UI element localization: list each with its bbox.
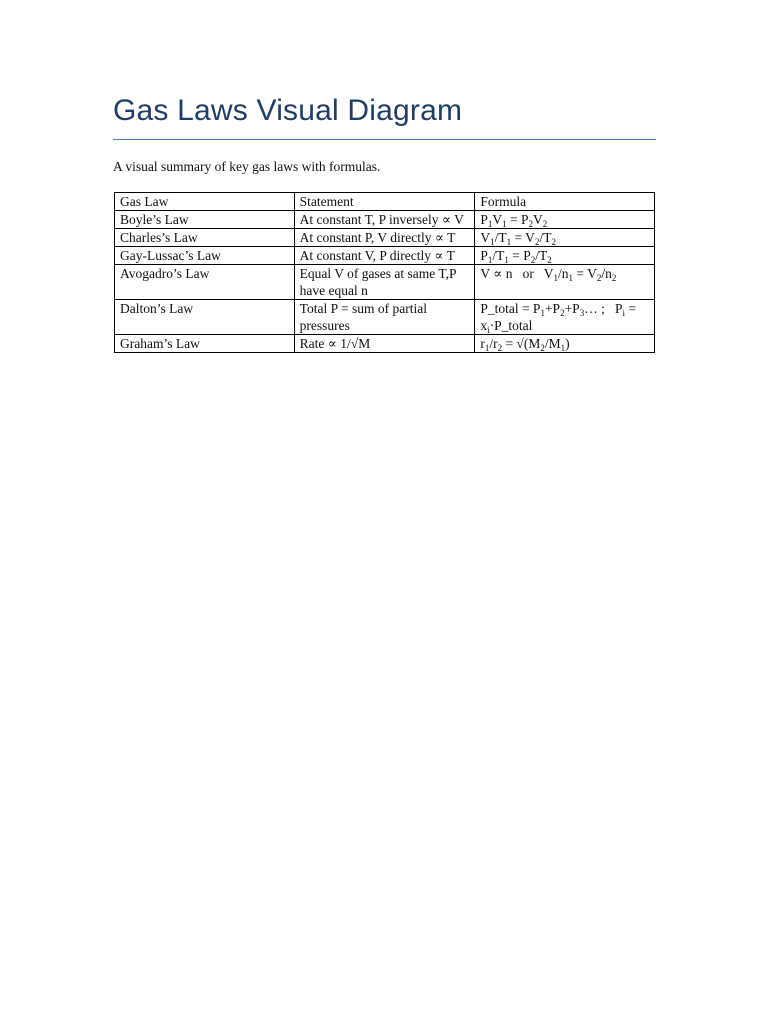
law-name-cell: Boyle’s Law <box>115 211 295 229</box>
header-formula: Formula <box>475 193 655 211</box>
table-row <box>115 211 655 229</box>
statement-cell: Rate ∝ 1/√M <box>294 335 475 353</box>
table-row <box>115 229 655 247</box>
law-name-cell: Charles’s Law <box>115 229 295 247</box>
table-header-row <box>115 193 655 211</box>
statement-cell: At constant V, P directly ∝ T <box>294 247 475 265</box>
statement-cell: At constant P, V directly ∝ T <box>294 229 475 247</box>
law-name-cell: Graham’s Law <box>115 335 295 353</box>
law-name-cell: Gay-Lussac’s Law <box>115 247 295 265</box>
table-row <box>115 247 655 265</box>
table-row <box>115 300 655 335</box>
header-statement: Statement <box>294 193 475 211</box>
header-gas-law: Gas Law <box>115 193 295 211</box>
formula-cell: P_total = $P_1+P_2+P_3\dots$ ; $P_i$ = $x_i\cdot P\_total$ <box>475 300 655 335</box>
table-row <box>115 335 655 353</box>
statement-cell: Equal V of gases at same T,P have equal n <box>294 265 475 300</box>
title-underline <box>113 139 656 140</box>
page-title: Gas Laws Visual Diagram <box>113 94 463 127</box>
gas-laws-table <box>114 192 655 353</box>
formula-cell: V ∝ n or $V_1/n_1 = V_2/n_2$ <box>475 265 655 300</box>
statement-cell: At constant T, P inversely ∝ V <box>294 211 475 229</box>
intro-text: A visual summary of key gas laws with formulas. <box>113 159 381 174</box>
statement-cell: Total P = sum of partial pressures <box>294 300 475 335</box>
formula-cell: $P_1V_1 = P_2V_2$ <box>475 211 655 229</box>
law-name-cell: Avogadro’s Law <box>115 265 295 300</box>
formula-cell: $r_1/r_2 = √(M_2/M_1)$ <box>475 335 655 353</box>
formula-cell: $V_1/T_1 = V_2/T_2$ <box>475 229 655 247</box>
formula-cell: $P_1/T_1 = P_2/T_2$ <box>475 247 655 265</box>
table-row <box>115 265 655 300</box>
law-name-cell: Dalton’s Law <box>115 300 295 335</box>
